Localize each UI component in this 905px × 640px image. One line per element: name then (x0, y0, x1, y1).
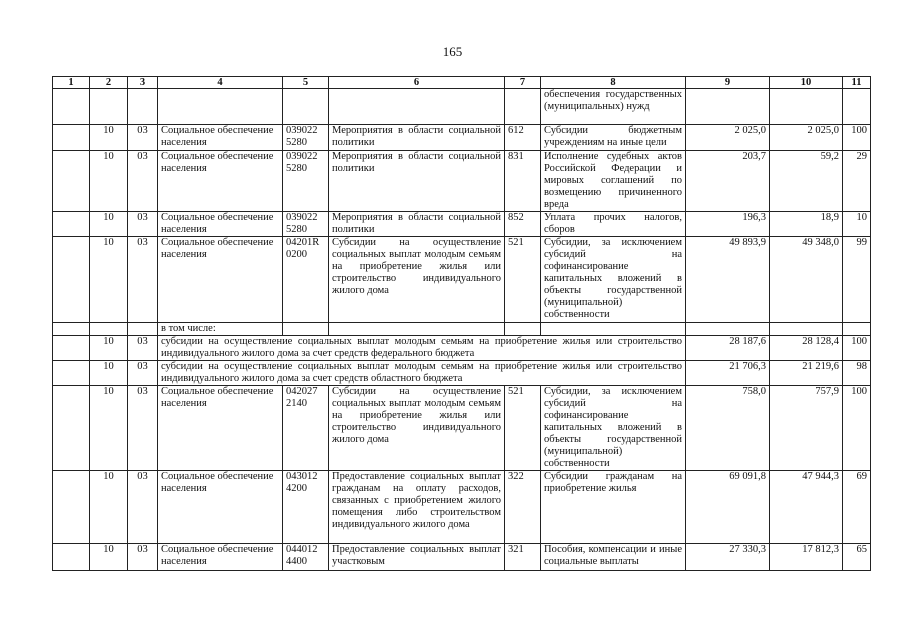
expense-type-code-cell: 322 (505, 471, 541, 544)
actual-amount-cell: 757,9 (770, 386, 843, 471)
subsection-code-cell: 03 (128, 544, 158, 571)
subsidy-description-cell: субсидии на осуществление социальных выплат молодым семьям на приобретение жилья или строительство индивидуального жилого дома за счет средств федерального бюджета (158, 336, 686, 361)
table-cell (686, 323, 770, 336)
actual-amount-cell: 59,2 (770, 151, 843, 212)
planned-amount-cell: 27 330,3 (686, 544, 770, 571)
table-cell (541, 323, 686, 336)
expense-type-name-cell: Субсидии бюджетным учреждениям на иные цели (541, 125, 686, 151)
target-article-name-cell: Субсидии на осуществление социальных выплат молодым семьям на приобретение жилья или строительство индивидуального жилого дома (329, 237, 505, 323)
actual-amount-cell: 21 219,6 (770, 361, 843, 386)
table-cell (53, 544, 90, 571)
percent-cell: 10 (843, 212, 871, 237)
table-cell (90, 323, 128, 336)
subsection-code-cell: 03 (128, 471, 158, 544)
section-code-cell: 10 (90, 386, 128, 471)
subsection-name-cell: Социальное обеспечение населения (158, 151, 283, 212)
table-cell (128, 89, 158, 125)
table-cell (53, 151, 90, 212)
section-code-cell: 10 (90, 544, 128, 571)
table-cell (283, 323, 329, 336)
section-code-cell: 10 (90, 336, 128, 361)
expense-type-name-cell: Исполнение судебных актов Российской Федерации и мировых соглашений по возмещению причиненного вреда (541, 151, 686, 212)
planned-amount-cell: 758,0 (686, 386, 770, 471)
expense-type-code-cell: 852 (505, 212, 541, 237)
actual-amount-cell: 49 348,0 (770, 237, 843, 323)
page-number: 165 (442, 44, 463, 59)
target-article-name-cell: Мероприятия в области социальной политики (329, 125, 505, 151)
expense-type-name-cell: Субсидии, за исключением субсидий на софинансирование капитальных вложений в объекты государственной (муниципальной) собственности (541, 386, 686, 471)
target-article-cell: 043012 4200 (283, 471, 329, 544)
target-article-name-cell: Субсидии на осуществление социальных выплат молодым семьям на приобретение жилья или строительство индивидуального жилого дома (329, 386, 505, 471)
table-cell (53, 237, 90, 323)
planned-amount-cell: 49 893,9 (686, 237, 770, 323)
subsection-name-cell: Социальное обеспечение населения (158, 237, 283, 323)
percent-cell: 100 (843, 386, 871, 471)
table-cell (53, 212, 90, 237)
table-row-subtotal (53, 361, 871, 386)
expense-type-code-cell: 612 (505, 125, 541, 151)
subsection-name-cell: Социальное обеспечение населения (158, 212, 283, 237)
percent-cell: 98 (843, 361, 871, 386)
column-header: 11 (843, 77, 871, 89)
subsection-code-cell: 03 (128, 125, 158, 151)
table-cell (53, 471, 90, 544)
table-cell (128, 323, 158, 336)
target-article-cell: 04201R 0200 (283, 237, 329, 323)
expense-type-name-cell: Субсидии гражданам на приобретение жилья (541, 471, 686, 544)
section-code-cell: 10 (90, 471, 128, 544)
target-article-cell: 039022 5280 (283, 151, 329, 212)
subsection-name-cell: Социальное обеспечение населения (158, 544, 283, 571)
subsection-name-cell: Социальное обеспечение населения (158, 125, 283, 151)
actual-amount-cell: 28 128,4 (770, 336, 843, 361)
table-row (53, 386, 871, 471)
table-cell (53, 336, 90, 361)
expense-type-code-cell: 521 (505, 386, 541, 471)
section-code-cell: 10 (90, 237, 128, 323)
table-row (53, 471, 871, 544)
actual-amount-cell: 17 812,3 (770, 544, 843, 571)
table-cell (329, 89, 505, 125)
table-cell (843, 323, 871, 336)
target-article-cell: 042027 2140 (283, 386, 329, 471)
target-article-name-cell: Мероприятия в области социальной политики (329, 212, 505, 237)
expense-type-code-cell: 831 (505, 151, 541, 212)
percent-cell: 69 (843, 471, 871, 544)
expense-type-code-cell: 521 (505, 237, 541, 323)
subsection-code-cell: 03 (128, 336, 158, 361)
column-header: 4 (158, 77, 283, 89)
percent-cell: 99 (843, 237, 871, 323)
table-cell (158, 89, 283, 125)
percent-cell: 29 (843, 151, 871, 212)
target-article-cell: 039022 5280 (283, 212, 329, 237)
section-code-cell: 10 (90, 361, 128, 386)
subsection-code-cell: 03 (128, 151, 158, 212)
expense-type-code-cell: 321 (505, 544, 541, 571)
table-row-note (53, 323, 871, 336)
actual-amount-cell: 2 025,0 (770, 125, 843, 151)
subsection-code-cell: 03 (128, 361, 158, 386)
planned-amount-cell: 69 091,8 (686, 471, 770, 544)
subsection-name-cell: Социальное обеспечение населения (158, 386, 283, 471)
column-header: 6 (329, 77, 505, 89)
table-cell (53, 361, 90, 386)
payment-type-cell: обеспечения государственных (муниципальных) нужд (541, 89, 686, 125)
planned-amount-cell: 196,3 (686, 212, 770, 237)
table-cell (770, 323, 843, 336)
target-article-name-cell: Мероприятия в области социальной политики (329, 151, 505, 212)
column-header: 3 (128, 77, 158, 89)
column-header: 9 (686, 77, 770, 89)
percent-cell: 100 (843, 336, 871, 361)
subsidy-description-cell: субсидии на осуществление социальных выплат молодым семьям на приобретение жилья или строительство индивидуального жилого дома за счет средств областного бюджета (158, 361, 686, 386)
planned-amount-cell: 203,7 (686, 151, 770, 212)
table-cell (329, 323, 505, 336)
table-row (53, 212, 871, 237)
subsection-name-cell: Социальное обеспечение населения (158, 471, 283, 544)
expense-type-name-cell: Уплата прочих налогов, сборов (541, 212, 686, 237)
column-header: 1 (53, 77, 90, 89)
table-row-continuation (53, 89, 871, 125)
table-cell (53, 323, 90, 336)
table-row (53, 151, 871, 212)
table-cell (843, 89, 871, 125)
table-cell (283, 89, 329, 125)
percent-cell: 65 (843, 544, 871, 571)
planned-amount-cell: 21 706,3 (686, 361, 770, 386)
percent-cell: 100 (843, 125, 871, 151)
column-header: 8 (541, 77, 686, 89)
table-cell (505, 89, 541, 125)
note-cell: в том числе: (158, 323, 283, 336)
column-header: 10 (770, 77, 843, 89)
table-cell (53, 125, 90, 151)
subsection-code-cell: 03 (128, 386, 158, 471)
column-header: 5 (283, 77, 329, 89)
expense-type-name-cell: Субсидии, за исключением субсидий на софинансирование капитальных вложений в объекты государственной (муниципальной) собственности (541, 237, 686, 323)
table-row (53, 125, 871, 151)
subsection-code-cell: 03 (128, 237, 158, 323)
actual-amount-cell: 18,9 (770, 212, 843, 237)
expense-type-name-cell: Пособия, компенсации и иные социальные выплаты (541, 544, 686, 571)
section-code-cell: 10 (90, 151, 128, 212)
section-code-cell: 10 (90, 212, 128, 237)
subsection-code-cell: 03 (128, 212, 158, 237)
target-article-cell: 039022 5280 (283, 125, 329, 151)
table-row (53, 544, 871, 571)
column-header: 2 (90, 77, 128, 89)
section-code-cell: 10 (90, 125, 128, 151)
budget-table (52, 76, 871, 571)
target-article-name-cell: Предоставление социальных выплат участковым (329, 544, 505, 571)
planned-amount-cell: 28 187,6 (686, 336, 770, 361)
target-article-cell: 044012 4400 (283, 544, 329, 571)
table-row-subtotal (53, 336, 871, 361)
table-cell (53, 89, 90, 125)
table-cell (686, 89, 770, 125)
column-header: 7 (505, 77, 541, 89)
table-row (53, 237, 871, 323)
table-cell (53, 386, 90, 471)
table-cell (90, 89, 128, 125)
table-cell (770, 89, 843, 125)
header-row (53, 77, 871, 89)
target-article-name-cell: Предоставление социальных выплат гражданам на оплату расходов, связанных с приобретением жилого помещения либо строительством индивидуального жилого дома (329, 471, 505, 544)
actual-amount-cell: 47 944,3 (770, 471, 843, 544)
planned-amount-cell: 2 025,0 (686, 125, 770, 151)
table-cell (505, 323, 541, 336)
